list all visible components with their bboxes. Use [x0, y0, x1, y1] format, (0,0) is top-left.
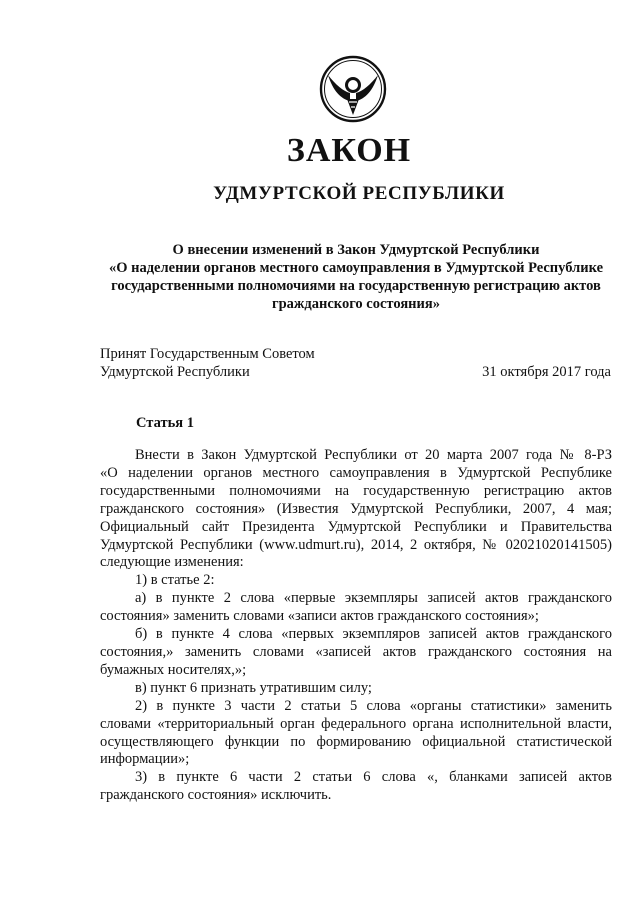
body-line: Официальный сайт Президента Удмуртской Республики и Правительства: [100, 518, 612, 535]
subject-line: «О наделении органов местного самоуправления в Удмуртской Республике: [108, 260, 604, 276]
body-line: 2) в пункте 3 части 2 статьи 5 слова «органы статистики» заменить: [135, 697, 612, 714]
subject-line: гражданского состояния»: [272, 296, 440, 312]
body-line: Удмуртской Республики (www.udmurt.ru), 2014, 2 октября, № 02021020141505): [100, 536, 612, 553]
body-line: Внести в Закон Удмуртской Республики от 20 марта 2007 года № 8-РЗ: [135, 447, 612, 463]
udmurt-coat-of-arms-icon: [319, 55, 387, 123]
adopted-by: [100, 345, 315, 381]
law-title: ЗАКОН: [286, 132, 412, 169]
body-line: б) в пункте 4 слова «первых экземпляров записей актов гражданского: [135, 626, 612, 643]
body-line: в) пункт 6 признать утратившим силу;: [135, 679, 372, 696]
body-line: гражданского состояния» исключить.: [100, 787, 332, 804]
body-line: 1) в статье 2:: [135, 572, 215, 589]
article-heading: Статья 1: [136, 415, 194, 431]
body-line: а) в пункте 2 слова «первые экземпляры записей актов гражданского: [135, 590, 612, 607]
article-body: [100, 447, 612, 805]
body-line: «О наделении органов местного самоуправления в Удмуртской Республике: [100, 464, 612, 481]
body-line: гражданского состояния» (Известия Удмуртской Республики, 2007, 4 мая;: [100, 500, 612, 517]
republic-title: УДМУРТСКОЙ РЕСПУБЛИКИ: [213, 183, 505, 204]
body-line: осуществляющего функции по формированию официальной статистической: [100, 733, 612, 750]
body-line: государственными полномочиями на государственную регистрацию актов: [100, 482, 612, 499]
body-line: 3) в пункте 6 части 2 статьи 6 слова «, бланками записей актов: [135, 769, 612, 786]
body-line: следующие изменения:: [100, 554, 244, 571]
subject-line: О внесении изменений в Закон Удмуртской Республики: [172, 242, 540, 258]
subject-line: государственными полномочиями на государственную регистрацию актов: [111, 278, 601, 294]
law-subject: [100, 241, 612, 313]
body-line: бумажных носителях,»;: [100, 661, 247, 678]
adopted-line: Удмуртской Республики: [100, 364, 250, 380]
body-line: состояния» заменить словами «записи актов гражданского состояния»;: [100, 608, 539, 625]
adopted-line: Принят Государственным Советом: [100, 346, 315, 362]
body-line: состояния,» заменить словами «записей актов гражданского состояния на: [100, 643, 612, 660]
body-line: информации»;: [100, 751, 190, 768]
body-line: словами «территориальный орган федерального органа исполнительной власти,: [100, 715, 612, 732]
adoption-date: 31 октября 2017 года: [482, 364, 611, 380]
